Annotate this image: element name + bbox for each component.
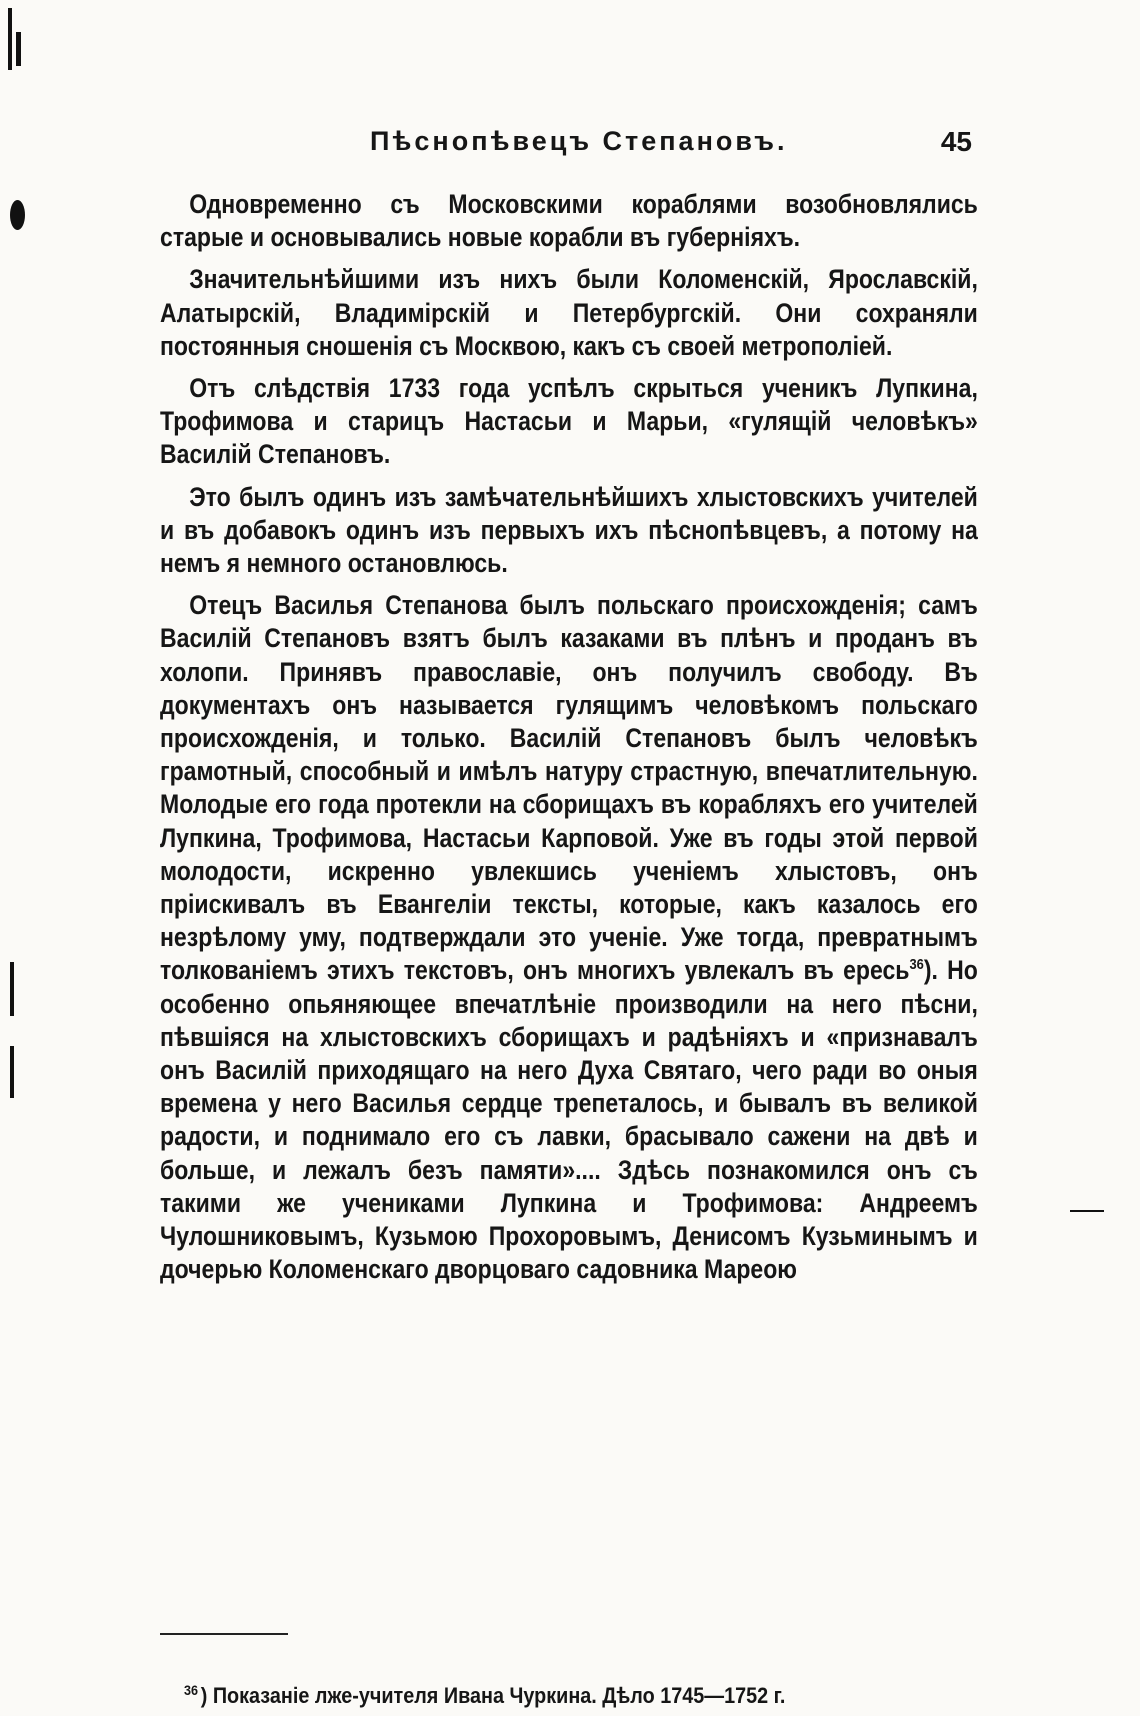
scan-edge-mark (10, 1046, 14, 1098)
footnote-text: ) Показаніе лже-учителя Ивана Чуркина. Дѣло 1745—1752 г. (200, 1683, 786, 1708)
paragraph-5-part-2: ). Но особенно опьяняющее впечатлѣніе производили на него пѣсни, пѣвшіяся на хлыстовскихъ сборищахъ и радѣніяхъ и «признавалъ онъ Василій приходящаго на него Духа Святаго, чего ради во оныя времена у него Василья сердце трепеталось, и бывалъ въ великой радости, и поднимало его съ лавки, брасывало сажени на двѣ и больше, и лежалъ безъ памяти».... Здѣсь познакомился онъ съ такими же учениками Лупкина и Трофимова: Андреемъ Чулошниковымъ, Кузьмою Прохоровымъ, Денисомъ Кузьминымъ и дочерью Коломенскаго дворцоваго садовника Мареою (160, 955, 978, 1285)
paragraph-2: Значительнѣйшими изъ нихъ были Коломенскій, Ярославскій, Алатырскій, Владимірскій и Петербургскій. Они сохраняли постоянныя сношенія съ Москвою, какъ съ своей метрополіей. (160, 264, 978, 361)
scan-ink-blot (10, 200, 25, 230)
running-title: Пѣснопѣвецъ Степановъ. (370, 126, 788, 156)
footnote (184, 1683, 949, 1709)
footnote-reference: 36 (909, 956, 924, 974)
body-text (160, 188, 978, 1287)
scan-edge-mark (1070, 1210, 1104, 1212)
footnote-divider (160, 1633, 288, 1635)
footnote-number: 36 (184, 1681, 199, 1698)
running-header (160, 118, 978, 166)
paragraph-4: Это былъ одинъ изъ замѣчательнѣйшихъ хлыстовскихъ учителей и въ добавокъ одинъ изъ первыхъ ихъ пѣснопѣвцевъ, а потому на немъ я немного остановлюсь. (160, 481, 978, 579)
paragraph-5-part-1: Отецъ Василья Степанова былъ польскаго происхожденія; самъ Василій Степановъ взятъ былъ казаками въ плѣнъ и проданъ въ холопи. Принявъ православіе, онъ получилъ свободу. Въ документахъ онъ называется гулящимъ человѣкомъ польскаго происхожденія, и только. Василій Степановъ былъ человѣкъ грамотный, способный и имѣлъ натуру страстную, впечатлительную. Молодые его года протекли на сборищахъ въ корабляхъ его учителей Лупкина, Трофимова, Настасьи Карповой. Уже въ годы этой первой молодости, искренно увлекшись ученіемъ хлыстовъ, онъ пріискивалъ въ Евангеліи тексты, которые, какъ казалось его незрѣлому уму, подтверждали это ученіе. Уже тогда, превратнымъ толкованіемъ этихъ текстовъ, онъ многихъ увлекалъ въ ересь (160, 590, 978, 986)
paragraph-5 (160, 589, 978, 1286)
page-number: 45 (940, 126, 972, 157)
book-page (160, 118, 978, 1708)
scan-edge-mark (8, 8, 12, 70)
scan-edge-mark (16, 32, 21, 66)
paragraph-3: Отъ слѣдствія 1733 года успѣлъ скрыться ученикъ Лупкина, Трофимова и старицъ Настасьи и Марьи, «гулящій человѣкъ» Василій Степановъ. (160, 373, 978, 470)
paragraph-1: Одновременно съ Московскими кораблями возобновлялись старые и основывались новые корабли въ губерніяхъ. (160, 189, 978, 253)
scan-edge-mark (10, 962, 14, 1016)
